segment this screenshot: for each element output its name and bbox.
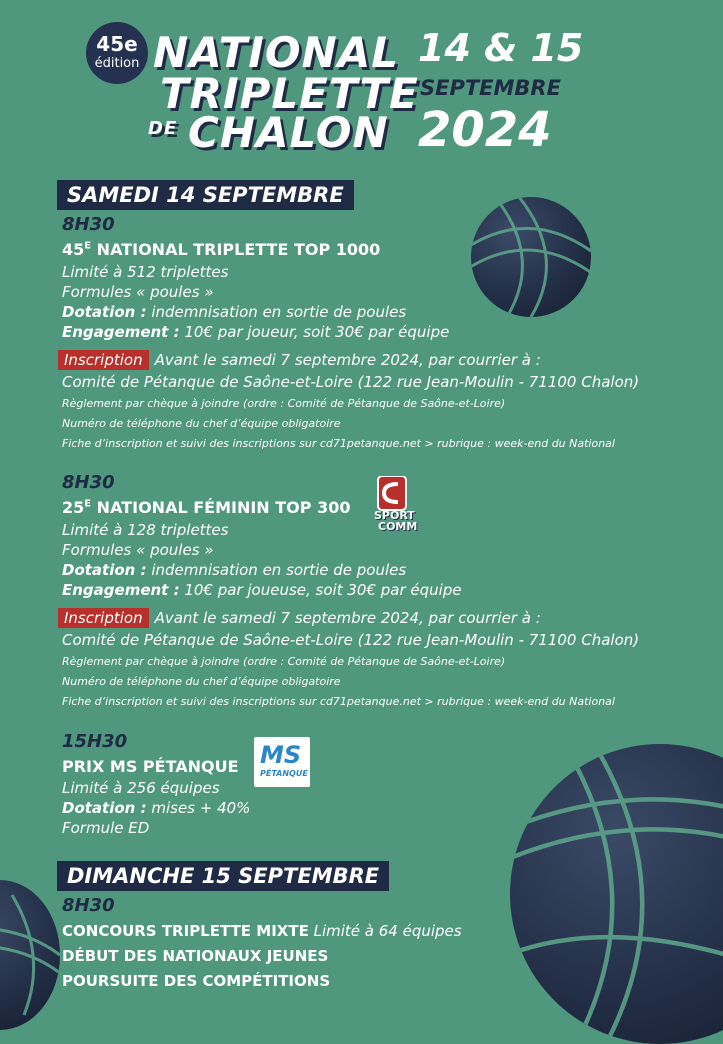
event1-time: 8H30 [62, 214, 115, 235]
event2-dotation [62, 561, 406, 579]
event1-note2: Numéro de téléphone du chef d’équipe obligatoire [62, 417, 341, 430]
event1-note1: Règlement par chèque à joindre (ordre : Comité de Pétanque de Saône-et-Loire) [62, 397, 506, 410]
event1-address: Comité de Pétanque de Saône-et-Loire (122 rue Jean-Moulin - 71100 Chalon) [62, 373, 640, 391]
event2-title-text: NATIONAL FÉMININ TOP 300 [91, 498, 351, 517]
event2-note3: Fiche d’inscription et suivi des inscriptions sur cd71petanque.net > rubrique : week-end du National [62, 695, 615, 708]
event3-time: 15H30 [62, 731, 128, 752]
event2-title-num: 25 [62, 498, 85, 517]
event1-engagement-value: 10€ par joueur, soit 30€ par équipe [179, 323, 450, 341]
event2-engagement [62, 581, 462, 599]
sunday-banner: DIMANCHE 15 SEPTEMBRE [57, 861, 389, 891]
title-national: NATIONAL [153, 28, 400, 77]
sport-comm-logo-line1: SPORT [374, 509, 415, 522]
petanque-ball-large-icon [510, 744, 723, 1044]
event3-dotation [62, 799, 250, 817]
event-dates: 14 & 15 [418, 26, 584, 70]
event3-format: Formule ED [62, 819, 150, 837]
event2-note1: Règlement par chèque à joindre (ordre : Comité de Pétanque de Saône-et-Loire) [62, 655, 506, 668]
event2-title-sup: E [84, 498, 92, 510]
event3-dotation-label: Dotation : [62, 799, 147, 817]
event1-inscription-text: Avant le samedi 7 septembre 2024, par courrier à : [154, 351, 541, 369]
event2-inscription-text: Avant le samedi 7 septembre 2024, par courrier à : [154, 609, 541, 627]
event3-title: PRIX MS PÉTANQUE [62, 757, 239, 776]
event1-dotation-label: Dotation : [62, 303, 147, 321]
title-chalon: CHALON [188, 108, 389, 157]
event2-inscription [58, 609, 541, 627]
event2-engagement-value: 10€ par joueuse, soit 30€ par équipe [179, 581, 462, 599]
sport-comm-logo-line2: COMM [378, 520, 418, 533]
edition-badge [86, 22, 148, 84]
event1-title [62, 240, 380, 259]
sunday-line1-text: CONCOURS TRIPLETTE MIXTE [62, 922, 309, 940]
event1-dotation [62, 303, 406, 321]
edition-number: 45e [96, 32, 138, 56]
petanque-ball-icon [471, 197, 591, 317]
saturday-banner: SAMEDI 14 SEPTEMBRE [57, 180, 354, 210]
event2-inscription-tag: Inscription [58, 608, 149, 628]
ms-petanque-logo-ms: MS [260, 741, 302, 769]
petanque-ball-corner-icon [0, 880, 60, 1030]
event2-title [62, 498, 350, 517]
title-triplette: TRIPLETTE [160, 69, 419, 118]
event2-engagement-label: Engagement : [62, 581, 180, 599]
event1-engagement [62, 323, 449, 341]
event-month: SEPTEMBRE [420, 76, 561, 100]
event2-time: 8H30 [62, 472, 115, 493]
edition-word: édition [94, 56, 140, 71]
event1-format: Formules « poules » [62, 283, 214, 301]
event2-format: Formules « poules » [62, 541, 214, 559]
title-de: DE [148, 118, 178, 139]
sunday-line1 [62, 922, 462, 940]
event1-note3: Fiche d’inscription et suivi des inscriptions sur cd71petanque.net > rubrique : week-end du National [62, 437, 615, 450]
sunday-line2: DÉBUT DES NATIONAUX JEUNES [62, 947, 329, 965]
event3-limit: Limité à 256 équipes [62, 779, 220, 797]
event1-engagement-label: Engagement : [62, 323, 180, 341]
event2-address: Comité de Pétanque de Saône-et-Loire (122 rue Jean-Moulin - 71100 Chalon) [62, 631, 640, 649]
sunday-time: 8H30 [62, 895, 115, 916]
sunday-line3: POURSUITE DES COMPÉTITIONS [62, 972, 331, 990]
event1-title-num: 45 [62, 240, 85, 259]
sport-comm-logo [368, 476, 426, 534]
event1-limit: Limité à 512 triplettes [62, 263, 229, 281]
event-year: 2024 [418, 102, 552, 158]
sunday-line1-extra: Limité à 64 équipes [308, 922, 462, 940]
event2-note2: Numéro de téléphone du chef d’équipe obligatoire [62, 675, 341, 688]
ms-petanque-logo-text: PÉTANQUE [260, 769, 308, 778]
event1-title-text: NATIONAL TRIPLETTE TOP 1000 [91, 240, 381, 259]
event3-dotation-value: mises + 40% [146, 799, 251, 817]
event2-dotation-value: indemnisation en sortie de poules [146, 561, 407, 579]
event1-title-sup: E [84, 240, 92, 252]
event1-inscription-tag: Inscription [58, 350, 149, 370]
ms-petanque-logo [254, 737, 310, 787]
event2-dotation-label: Dotation : [62, 561, 147, 579]
event1-inscription [58, 351, 541, 369]
event2-limit: Limité à 128 triplettes [62, 521, 229, 539]
event1-dotation-value: indemnisation en sortie de poules [146, 303, 407, 321]
